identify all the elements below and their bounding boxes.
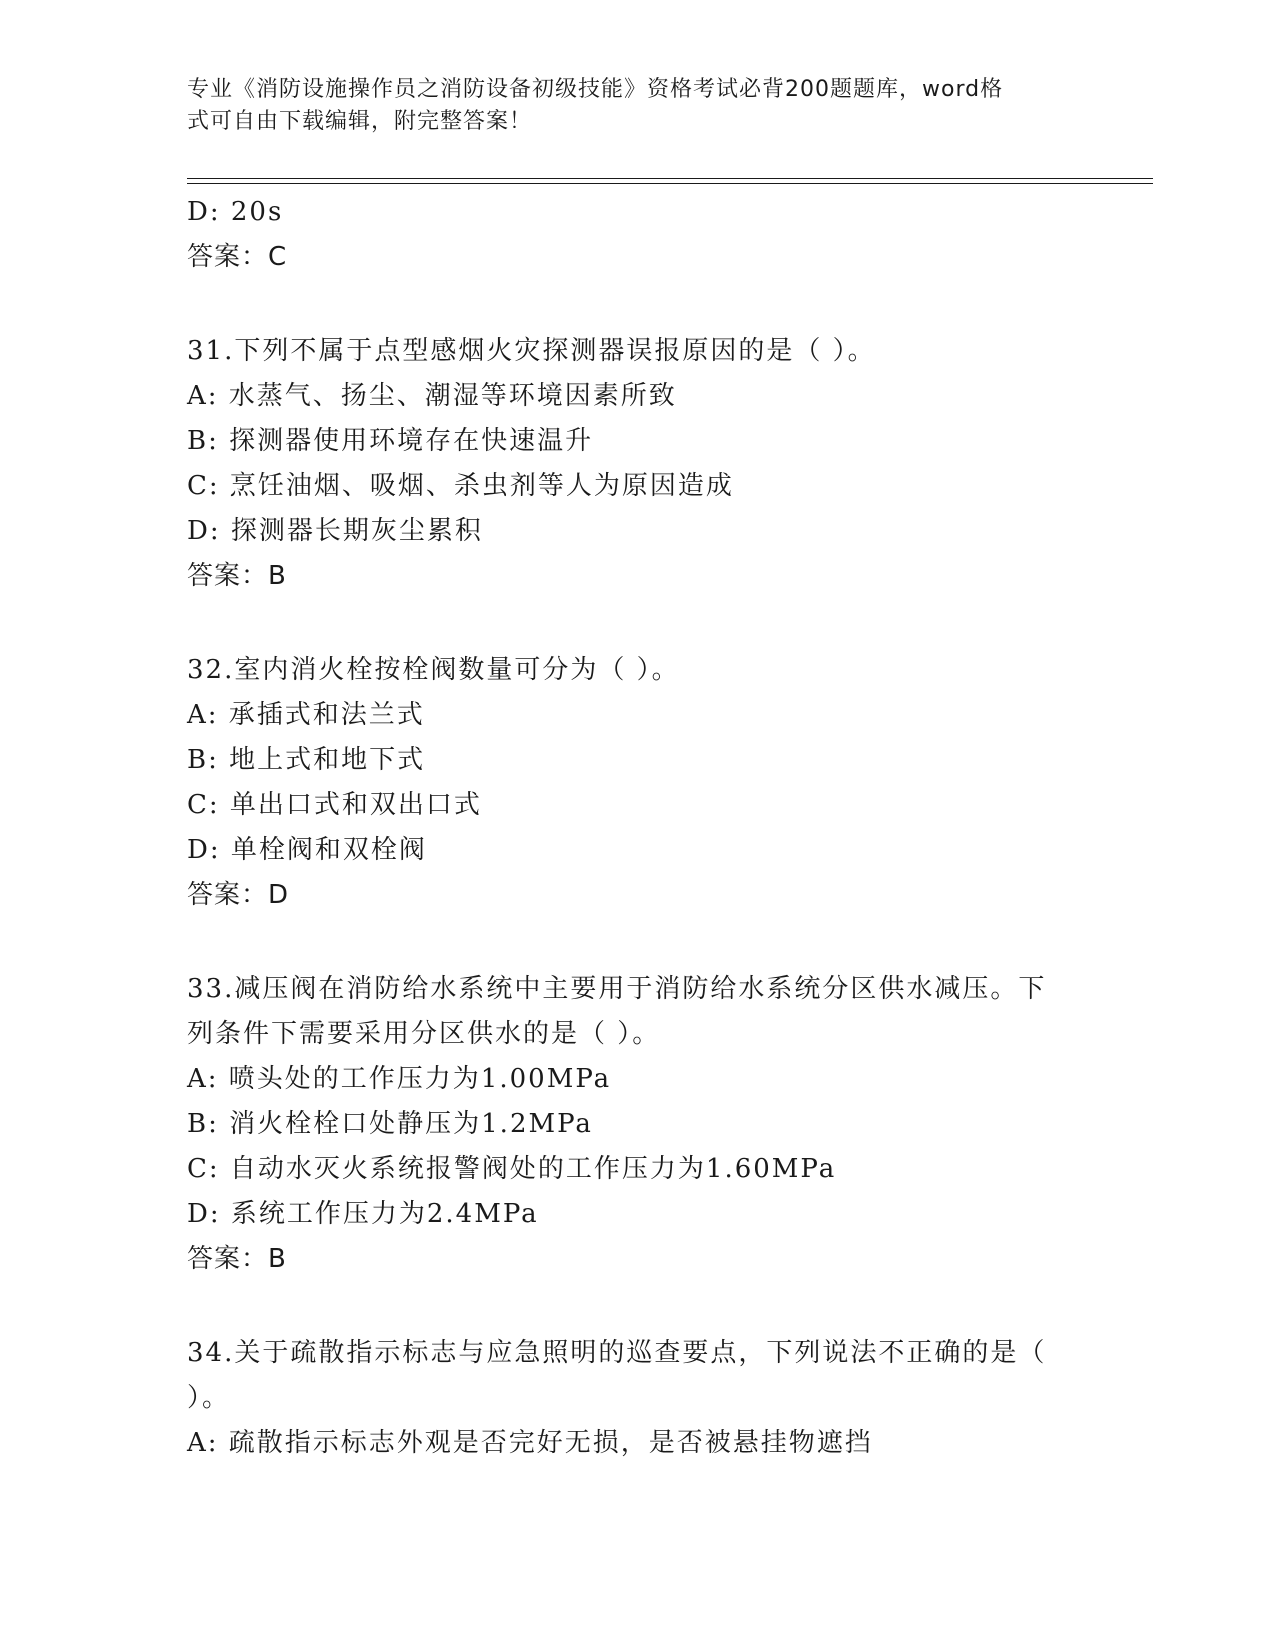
document-header (187, 74, 1067, 138)
question-34 (187, 1331, 1087, 1466)
option-c: C: 自动水灭火系统报警阀处的工作压力为1.60MPa (187, 1154, 837, 1184)
option-c: C: 烹饪油烟、吸烟、杀虫剂等人为原因造成 (187, 471, 734, 501)
option-a: A: 喷头处的工作压力为1.00MPa (187, 1064, 612, 1094)
answer: 答案：D (187, 880, 290, 910)
question-31 (187, 329, 1087, 599)
question-stem-line-1: 34.关于疏散指示标志与应急照明的巡查要点，下列说法不正确的是（ (187, 1338, 1047, 1368)
question-stem-line-2: ）。 (187, 1383, 231, 1413)
question-stem-line-1: 33.减压阀在消防给水系统中主要用于消防给水系统分区供水减压。下 (187, 974, 1047, 1004)
option-b: B: 消火栓栓口处静压为1.2MPa (187, 1109, 593, 1139)
option-d: D: 20s (187, 197, 284, 227)
option-b: B: 探测器使用环境存在快速温升 (187, 426, 594, 456)
option-a: A: 水蒸气、扬尘、潮湿等环境因素所致 (187, 381, 677, 411)
option-d: D: 单栓阀和双栓阀 (187, 835, 427, 865)
option-d: D: 系统工作压力为2.4MPa (187, 1199, 539, 1229)
answer: 答案：B (187, 561, 287, 591)
header-line-2: 式可自由下载编辑，附完整答案！ (187, 109, 533, 134)
question-stem-line-2: 列条件下需要采用分区供水的是（ ）。 (187, 1019, 661, 1049)
option-d: D: 探测器长期灰尘累积 (187, 516, 483, 546)
header-line-1: 专业《消防设施操作员之消防设备初级技能》资格考试必背200题题库，word格 (187, 77, 1004, 102)
question-32 (187, 648, 1087, 918)
header-divider-top (187, 178, 1153, 179)
answer: 答案：C (187, 242, 288, 272)
question-33 (187, 967, 1087, 1282)
option-c: C: 单出口式和双出口式 (187, 790, 482, 820)
option-a: A: 疏散指示标志外观是否完好无损，是否被悬挂物遮挡 (187, 1428, 873, 1458)
question-stem: 32.室内消火栓按栓阀数量可分为（ ）。 (187, 655, 680, 685)
header-divider-bottom (187, 183, 1153, 184)
option-a: A: 承插式和法兰式 (187, 700, 425, 730)
question-content (187, 190, 1087, 1466)
option-b: B: 地上式和地下式 (187, 745, 426, 775)
answer: 答案：B (187, 1244, 287, 1274)
question-stem: 31.下列不属于点型感烟火灾探测器误报原因的是（ ）。 (187, 336, 876, 366)
previous-question-tail (187, 190, 1087, 280)
